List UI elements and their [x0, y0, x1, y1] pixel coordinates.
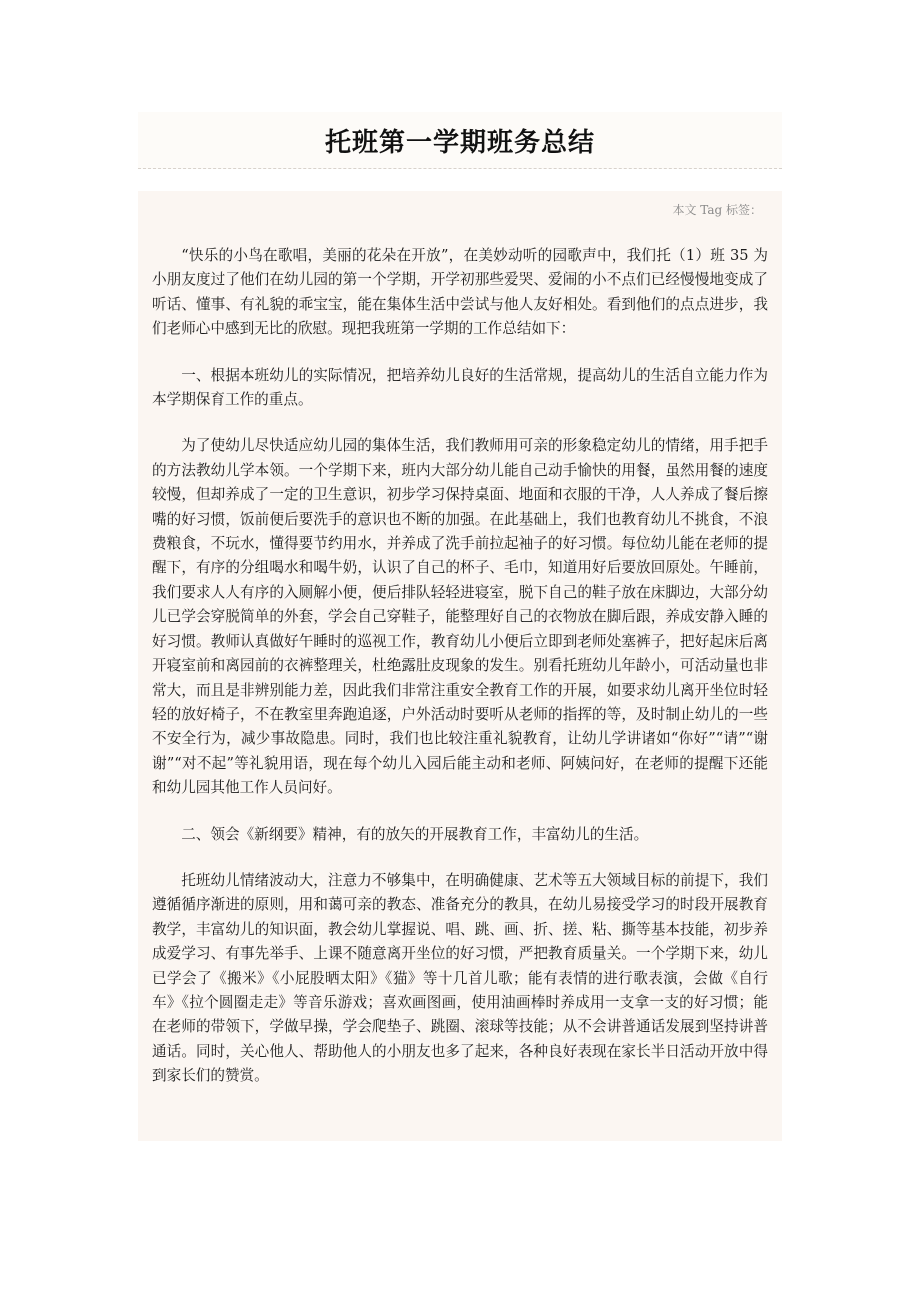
paragraph-intro: “快乐的小鸟在歌唱，美丽的花朵在开放”，在美妙动听的园歌声中，我们托（1）班 35 为小朋友度过了他们在幼儿园的第一个学期，开学初那些爱哭、爱闹的小不点们已经慢慢地变成了听话、懂事、有礼貌的乖宝宝，能在集体生活中尝试与他人友好相处。看到他们的点点进步，我们老师心中感到无比的欣慰。现把我班第一学期的工作总结如下：: [152, 247, 768, 338]
paragraph-daily-routine: 为了使幼儿尽快适应幼儿园的集体生活，我们教师用可亲的形象稳定幼儿的情绪，用手把手的方法教幼儿学本领。一个学期下来，班内大部分幼儿能自己动手愉快的用餐，虽然用餐的速度较慢，但却养成了一定的卫生意识，初步学习保持桌面、地面和衣服的干净，人人养成了餐后擦嘴的好习惯，饭前便后要洗手的意识也不断的加强。在此基础上，我们也教育幼儿不挑食，不浪费粮食，不玩水，懂得要节约用水，并养成了洗手前拉起袖子的好习惯。每位幼儿能在老师的提醒下，有序的分组喝水和喝牛奶，认识了自己的杯子、毛巾，知道用好后要放回原处。午睡前，我们要求人人有序的入厕解小便，便后排队轻轻进寝室，脱下自己的鞋子放在床脚边，大部分幼儿已学会穿脱简单的外套，学会自己穿鞋子，能整理好自己的衣物放在脚后跟，养成安静入睡的好习惯。教师认真做好午睡时的巡视工作，教育幼儿小便后立即到老师处塞裤子，把好起床后离开寝室前和离园前的衣裤整理关，杜绝露肚皮现象的发生。别看托班幼儿年龄小，可活动量也非常大，而且是非辨别能力差，因此我们非常注重安全教育工作的开展，如要求幼儿离开坐位时轻轻的放好椅子，不在教室里奔跑追逐，户外活动时要听从老师的指挥的等，及时制止幼儿的一些不安全行为，减少事故隐患。同时，我们也比较注重礼貌教育，让幼儿学讲诸如“你好”“请”“谢谢”“对不起”等礼貌用语，现在每个幼儿入园后能主动和老师、阿姨问好，在老师的提醒下还能和幼儿园其他工作人员问好。: [152, 437, 768, 797]
section-heading-2: 二、领会《新纲要》精神，有的放矢的开展教育工作，丰富幼儿的生活。: [181, 825, 649, 843]
article-body: [138, 191, 782, 1141]
page-title: 托班第一学期班务总结: [324, 127, 595, 158]
article: [138, 112, 782, 1141]
section-heading-1: 一、根据本班幼儿的实际情况，把培养幼儿良好的生活常规，提高幼儿的生活自立能力作为本学期保育工作的重点。: [152, 366, 768, 409]
tag-label: 本文 Tag 标签：: [672, 203, 762, 217]
paragraph-education: 托班幼儿情绪波动大，注意力不够集中，在明确健康、艺术等五大领域目标的前提下，我们遵循循序渐进的原则，用和蔼可亲的教态、准备充分的教具，在幼儿易接受学习的时段开展教育教学，丰富幼儿的知识面，教会幼儿掌握说、唱、跳、画、折、搓、粘、撕等基本技能，初步养成爱学习、有事先举手、上课不随意离开坐位的好习惯，严把教育质量关。一个学期下来，幼儿已学会了《搬米》《小屁股晒太阳》《猫》等十几首儿歌；能有表情的进行歌表演，会做《自行车》《拉个圆圈走走》等音乐游戏；喜欢画图画，使用油画棒时养成用一支拿一支的好习惯；能在老师的带领下，学做早操，学会爬垫子、跳圈、滚球等技能；从不会讲普通话发展到坚持讲普通话。同时，关心他人、帮助他人的小朋友也多了起来，各种良好表现在家长半日活动开放中得到家长们的赞赏。: [152, 871, 768, 1085]
title-banner: [138, 112, 782, 169]
